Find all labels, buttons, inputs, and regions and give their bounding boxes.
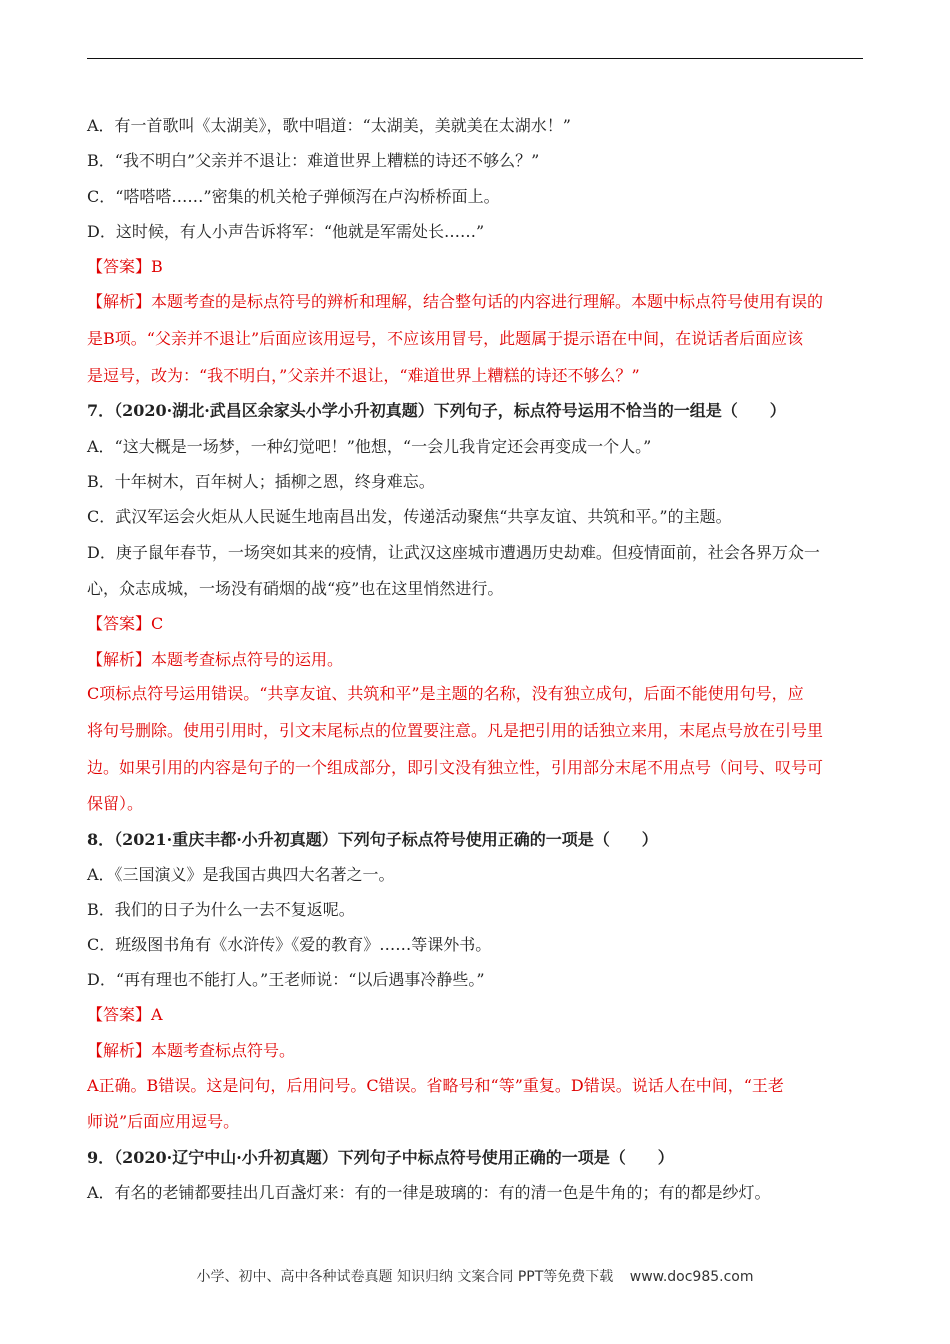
q6-analysis-line-3: 是逗号，改为：“我不明白，”父亲并不退让，“难道世界上糟糕的诗还不够么？”	[87, 366, 640, 385]
q7-analysis-line-1: C项标点符号运用错误。“共享友谊、共筑和平”是主题的名称，没有独立成句，后面不能使用句号，应	[87, 684, 804, 703]
q8-title: 8．（2021·重庆丰都·小升初真题）下列句子标点符号使用正确的一项是（ ）	[87, 830, 658, 849]
q8-option-d: D．“再有理也不能打人。”王老师说：“以后遇事冷静些。”	[87, 970, 485, 989]
q8-analysis-head: 【解析】本题考查标点符号。	[87, 1041, 296, 1060]
q6-option-d: D．这时候，有人小声告诉将军：“他就是军需处长……”	[87, 222, 485, 241]
q6-answer: 【答案】B	[87, 257, 163, 276]
q6-analysis-line-1: 【解析】本题考查的是标点符号的辨析和理解，结合整句话的内容进行理解。本题中标点符号使用有误的	[87, 292, 824, 311]
q6-option-a: A．有一首歌叫《太湖美》，歌中唱道：“太湖美，美就美在太湖水！”	[87, 116, 571, 135]
q7-option-d-cont: 心，众志成城，一场没有硝烟的战“疫”也在这里悄然进行。	[87, 579, 504, 598]
q7-analysis-line-2: 将句号删除。使用引用时，引文末尾标点的位置要注意。凡是把引用的话独立来用，末尾点号放在引号里	[87, 721, 824, 740]
q8-analysis-line-1: A正确。B错误。这是问句，后用问号。C错误。省略号和“等”重复。D错误。说话人在中间，“王老	[87, 1076, 784, 1095]
q7-analysis-line-4: 保留）。	[87, 794, 144, 813]
q9-option-a: A．有名的老铺都要挂出几百盏灯来：有的一律是玻璃的：有的清一色是牛角的；有的都是纱灯。	[87, 1183, 771, 1202]
q7-analysis-line-3: 边。如果引用的内容是句子的一个组成部分，即引文没有独立性，引用部分末尾不用点号（问号、叹号可	[87, 758, 824, 777]
q8-option-b: B．我们的日子为什么一去不复返呢。	[87, 900, 355, 919]
q8-option-c: C．班级图书角有《水浒传》《爱的教育》……等课外书。	[87, 935, 492, 954]
footer-text: 小学、初中、高中各种试卷真题 知识归纳 文案合同 PPT等免费下载	[196, 1269, 614, 1285]
q8-option-a: A．《三国演义》是我国古典四大名著之一。	[87, 865, 395, 884]
footer-site-link[interactable]: www.doc985.com	[629, 1269, 754, 1285]
q6-option-c: C．“嗒嗒嗒……”密集的机关枪子弹倾泻在卢沟桥桥面上。	[87, 187, 500, 206]
q6-analysis-line-2: 是B项。“父亲并不退让”后面应该用逗号，不应该用冒号，此题属于提示语在中间，在说话者后面应该	[87, 329, 804, 348]
q7-title: 7．（2020·湖北·武昌区余家头小学小升初真题）下列句子，标点符号运用不恰当的一组是（ ）	[87, 401, 786, 420]
q7-option-c: C．武汉军运会火炬从人民诞生地南昌出发，传递活动聚焦“共享友谊、共筑和平。”的主题。	[87, 507, 732, 526]
q6-option-b: B．“我不明白”父亲并不退让：难道世界上糟糕的诗还不够么？”	[87, 151, 540, 170]
q8-answer: 【答案】A	[87, 1005, 163, 1024]
q7-answer: 【答案】C	[87, 614, 164, 633]
q9-title: 9．（2020·辽宁中山·小升初真题）下列句子中标点符号使用正确的一项是（ ）	[87, 1148, 674, 1167]
q7-option-a: A．“这大概是一场梦，一种幻觉吧！”他想，“一会儿我肯定还会再变成一个人。”	[87, 437, 652, 456]
q7-analysis-head: 【解析】本题考查标点符号的运用。	[87, 650, 344, 669]
q7-option-d: D．庚子鼠年春节，一场突如其来的疫情，让武汉这座城市遭遇历史劫难。但疫情面前，社会各界万众一	[87, 543, 820, 562]
page-footer	[0, 1266, 950, 1286]
q8-analysis-line-2: 师说”后面应用逗号。	[87, 1112, 240, 1131]
header-rule	[87, 58, 863, 59]
q7-option-b: B．十年树木，百年树人；插柳之恩，终身难忘。	[87, 472, 435, 491]
